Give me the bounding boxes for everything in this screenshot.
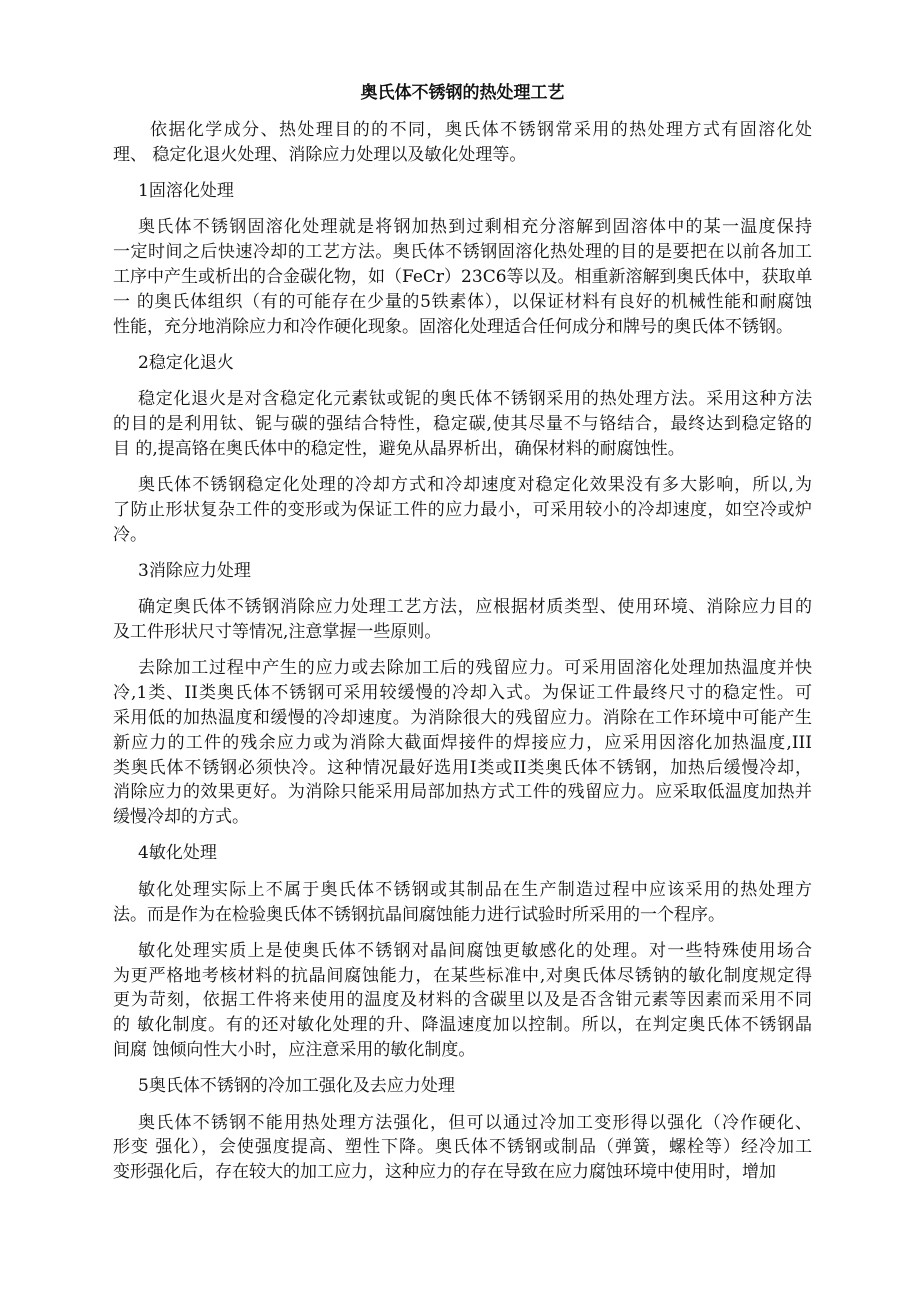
paragraph-line: 及工件形状尺寸等情况,注意掌握一些原则。 (113, 622, 442, 643)
heading-text: 4敏化处理 (138, 843, 217, 864)
section-heading (113, 1074, 812, 1099)
paragraph (113, 118, 812, 168)
paragraph-line: 理、 稳定化退火处理、消除应力处理以及敏化处理等。 (113, 144, 527, 165)
paragraph-line: 冷。 (113, 524, 147, 545)
paragraph-line: 类奥氏体不锈钢必须快冷。这种情况最好选用I类或II类奥氏体不锈钢，加热后缓慢冷却， (113, 757, 812, 778)
section-heading (113, 179, 812, 204)
paragraph-line: 了防止形状复杂工件的变形或为保证工件的应力最小，可采用较小的冷却速度，如空冷或炉 (113, 499, 812, 520)
paragraph-line: 敏化处理实际上不属于奥氏体不锈钢或其制品在生产制造过程中应该采用的热处理方 (138, 879, 812, 900)
paragraph (113, 1111, 812, 1185)
paragraph-line: 更为苛刻，依据工件将来使用的温度及材料的含碳里以及是否含钳元素等因素而采用不同 (113, 990, 812, 1011)
paragraph (113, 387, 812, 461)
paragraph-line: 奥氏体不锈钢稳定化处理的冷却方式和冷却速度对稳定化效果没有多大影响，所以,为 (138, 475, 812, 496)
heading-text: 3消除应力处理 (138, 560, 251, 581)
paragraph-line: 的 敏化制度。有的还对敏化处理的升、降温速度加以控制。所以，在判定奥氏体不锈钢晶 (113, 1015, 812, 1036)
paragraph-line: 冷,1类、II类奥氏体不锈钢可采用较缓慢的冷却入式。为保证工件最终尺寸的稳定性。可 (113, 683, 812, 704)
paragraph (113, 656, 812, 830)
section-heading (113, 559, 812, 584)
paragraph-line: 工序中产生或析出的合金碳化物，如（FeCr）23C6等以及。相重新溶解到奥氏体中，获取单 (113, 266, 813, 287)
paragraph (113, 878, 812, 928)
paragraph-line: 奥氏体不锈钢固溶化处理就是将钢加热到过剩相充分溶解到固溶体中的某一温度保持 (138, 217, 812, 238)
document-title: 奥氏体不锈钢的热处理工艺 (360, 83, 565, 103)
heading-text: 2稳定化退火 (138, 352, 234, 373)
section-heading (113, 841, 812, 866)
paragraph-line: 变形强化后，存在较大的加工应力，这种应力的存在导致在应力腐蚀环境中使用时，增加 (113, 1162, 776, 1183)
paragraph-line: 形变 强化），会使强度提高、塑性下降。奥氏体不锈钢或制品（弹簧，螺栓等）经冷加工 (113, 1137, 812, 1158)
heading-text: 1固溶化处理 (138, 181, 234, 202)
paragraph (113, 595, 812, 645)
paragraph-line: 新应力的工件的残余应力或为消除大截面焊接件的焊接应力，应采用因溶化加热温度,III (113, 732, 812, 753)
paragraph (113, 473, 812, 547)
paragraph-line: 缓慢冷却的方式。 (113, 807, 249, 828)
document-page (113, 81, 812, 1185)
paragraph (113, 215, 812, 339)
paragraph-line: 为更严格地考核材料的抗晶间腐蚀能力，在某些标准中,对奥氏体尽锈钠的敏化制度规定得 (113, 965, 812, 986)
document-body (113, 118, 812, 1185)
paragraph-line: 目 的,提高铬在奥氏体中的稳定性，避免从晶界析出，确保材料的耐腐蚀性。 (113, 438, 685, 459)
paragraph-line: 的目的是利用钛、铌与碳的强结合特性，稳定碳,使其尽量不与铬结合，最终达到稳定铬的 (113, 413, 812, 434)
paragraph-line: 间腐 蚀倾向性大小时，应注意采用的敏化制度。 (113, 1040, 476, 1060)
paragraph-line: 采用低的加热温度和缓慢的冷却速度。为消除很大的残留应力。消除在工作环境中可能产生 (113, 707, 812, 728)
paragraph-line: 奥氏体不锈钢不能用热处理方法强化，但可以通过冷加工变形得以强化（冷作硬化、 (138, 1112, 812, 1133)
section-heading (113, 351, 812, 376)
heading-text: 5奥氏体不锈钢的冷加工强化及去应力处理 (138, 1076, 455, 1097)
paragraph-line: 法。而是作为在检验奥氏体不锈钢抗晶间腐蚀能力进行试验时所采用的一个程序。 (113, 904, 725, 925)
paragraph-line: 去除加工过程中产生的应力或去除加工后的残留应力。可采用固溶化处理加热温度并快 (138, 658, 812, 679)
paragraph-line: 确定奥氏体不锈钢消除应力处理工艺方法，应根据材质类型、使用环境、消除应力目的 (138, 597, 812, 618)
paragraph-line: 一定时间之后快速冷却的工艺方法。奥氏体不锈钢固溶化热处理的目的是要把在以前各加工 (113, 242, 812, 263)
paragraph-line: 敏化处理实质上是使奥氏体不锈钢对晶间腐蚀更敏感化的处理。对一些特殊使用场合 (138, 940, 812, 961)
paragraph-line: 一 的奥氏体组织（有的可能存在少量的5铁素体），以保证材料有良好的机械性能和耐腐蚀 (113, 291, 812, 312)
paragraph (113, 939, 812, 1063)
paragraph-line: 性能，充分地消除应力和冷作硬化现象。固溶化处理适合任何成分和牌号的奥氏体不锈钢。 (113, 316, 793, 337)
paragraph-line: 稳定化退火是对含稳定化元素钛或铌的奥氏体不锈钢采用的热处理方法。采用这种方法 (138, 389, 812, 410)
paragraph-line: 依据化学成分、热处理目的的不同，奥氏体不锈钢常采用的热处理方式有固溶化处 (150, 120, 812, 140)
paragraph-line: 消除应力的效果更好。为消除只能采用局部加热方式工件的残留应力。应采取低温度加热并 (113, 782, 812, 803)
